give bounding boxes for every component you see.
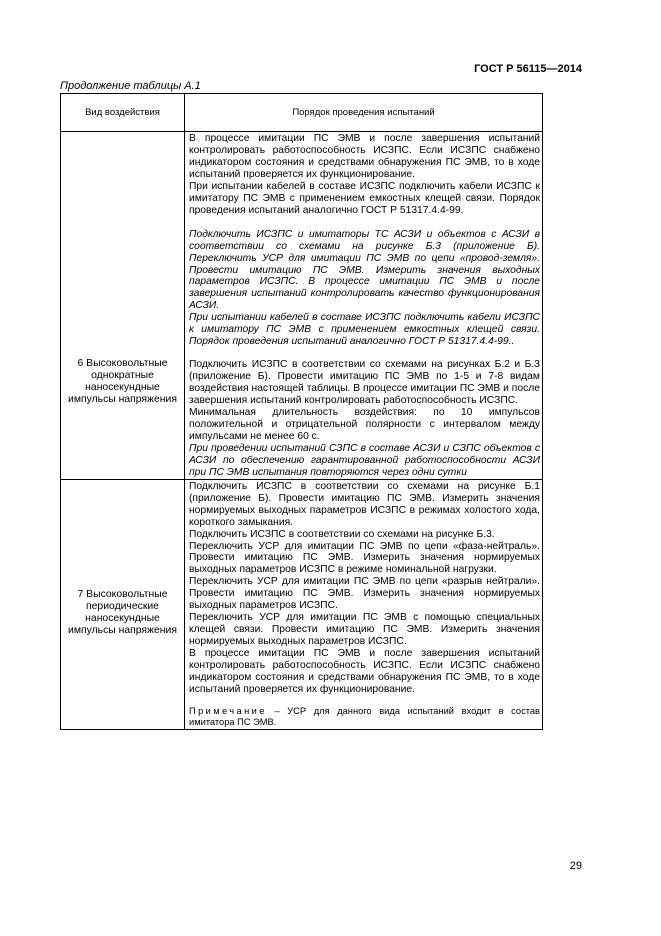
impact-type: 6 Высоковольтные однократные наносекундные импульсы напряжения bbox=[68, 358, 177, 405]
impact-cell bbox=[61, 479, 185, 729]
procedure-paragraph: Подключить ИСЗПС в соответствии со схемами на рисунках Б.2 и Б.3 (приложение Б). Провести имитацию ПС ЭМВ по 1-5 и 7-8 видам воздействия настоящей таблицы. В процессе имитации ПС ЭМВ и после завершения испытаний контролировать работоспособность ИСЗПС. bbox=[189, 359, 540, 407]
procedure-paragraph: При проведении испытаний СЗПС в составе АСЗИ и СЗПС объектов с АСЗИ по обеспечению гарантированной работоспособности АСЗИ при ПС ЭМВ испытания повторяются через одни сутки bbox=[189, 442, 540, 478]
table-caption: Продолжение таблицы А.1 bbox=[60, 80, 201, 92]
column-header-impact: Вид воздействия bbox=[61, 94, 185, 132]
document-code: ГОСТ Р 56115—2014 bbox=[474, 63, 582, 75]
table-header-row bbox=[61, 94, 543, 132]
table-row bbox=[61, 479, 543, 729]
procedure-paragraph: Переключить УСР для имитации ПС ЭМВ по цепи «разрыв нейтрали». Провести имитацию ПС ЭМВ. Измерить значения нормируемых выходных параметров ИСЗПС. bbox=[189, 576, 540, 612]
note-label: Примечание bbox=[189, 705, 267, 716]
impact-type: 7 Высоковольтные периодические наносекундные импульсы напряжения bbox=[68, 588, 177, 636]
procedure-cell bbox=[185, 132, 543, 480]
table-row bbox=[61, 132, 543, 480]
procedure-paragraph: Минимальная длительность воздействия: по 10 импульсов положительной и отрицательной полярности с интервалом между импульсами не менее 60 с. bbox=[189, 407, 540, 442]
procedure-cell bbox=[185, 479, 543, 729]
procedure-paragraph: Переключить УСР для имитации ПС ЭМВ с помощью специальных клещей связи. Провести имитацию ПС ЭМВ. Измерить значения нормируемых выходных параметров ИСЗПС. bbox=[189, 612, 540, 648]
procedure-paragraph: Переключить УСР для имитации ПС ЭМВ по цепи «фаза-нейтраль». Провести имитацию ПС ЭМВ. Измерить значения нормируемых выходных параметров ИСЗПС в режиме номинальной нагрузки. bbox=[189, 540, 540, 576]
procedure-paragraph: Подключить ИСЗПС в соответствии со схемами на рисунке Б.3. bbox=[189, 528, 495, 540]
column-header-procedure: Порядок проведения испытаний bbox=[185, 94, 543, 132]
procedure-paragraph: В процессе имитации ПС ЭМВ и после завершения испытаний контролировать работоспособность ИСЗПС. Если ИСЗПС снабжено индикатором состояния и средствами обнаружения ПС ЭМВ, то в ходе испытаний проверяется их функционирование. bbox=[189, 133, 540, 180]
procedure-paragraph: Подключить ИСЗПС и имитаторы ТС АСЗИ и объектов с АСЗИ в соответствии со схемами на рисунке Б.3 (приложение Б). Переключить УСР для имитации ПС ЭМВ по цепи «провод-земля». Провести имитацию ПС ЭМВ. Измерить значения выходных параметров ИСЗПС. В процессе имитации ПС ЭМВ и после завершения испытаний контролировать качество функционирования АСЗИ. bbox=[189, 228, 540, 312]
procedure-paragraph: При испытании кабелей в составе ИСЗПС подключить кабели ИСЗПС к имитатору ПС ЭМВ с применением емкостных клещей связи. Порядок проведения испытаний аналогично ГОСТ Р 51317.4.4-99.. bbox=[189, 312, 540, 348]
table-note bbox=[189, 706, 540, 729]
page-number: 29 bbox=[569, 860, 582, 872]
note-text: – УСР для данного вида испытаний входит в состав имитатора ПС ЭМВ. bbox=[189, 705, 540, 728]
procedure-paragraph: В процессе имитации ПС ЭМВ и после завершения испытаний контролировать работоспособность ИСЗПС. Если ИСЗПС снабжено индикатором состояния и средствами обнаружения ПС ЭМВ, то в ходе испытаний проверяется их функционирование. bbox=[189, 648, 540, 695]
procedure-paragraph: При испытании кабелей в составе ИСЗПС подключить кабели ИСЗПС к имитатору ПС ЭМВ с применением емкостных клещей связи. Порядок проведения испытаний аналогично ГОСТ Р 51317.4.4-99. bbox=[189, 180, 540, 216]
procedure-paragraph: Подключить ИСЗПС в соответствии со схемами на рисунке Б.1 (приложение Б). Провести имитацию ПС ЭМВ. Измерить значения нормируемых выходных параметров ИСЗПС в режимах холостого хода, короткого замыкания. bbox=[189, 480, 540, 528]
impact-cell bbox=[61, 132, 185, 480]
test-procedure-table bbox=[60, 93, 543, 730]
